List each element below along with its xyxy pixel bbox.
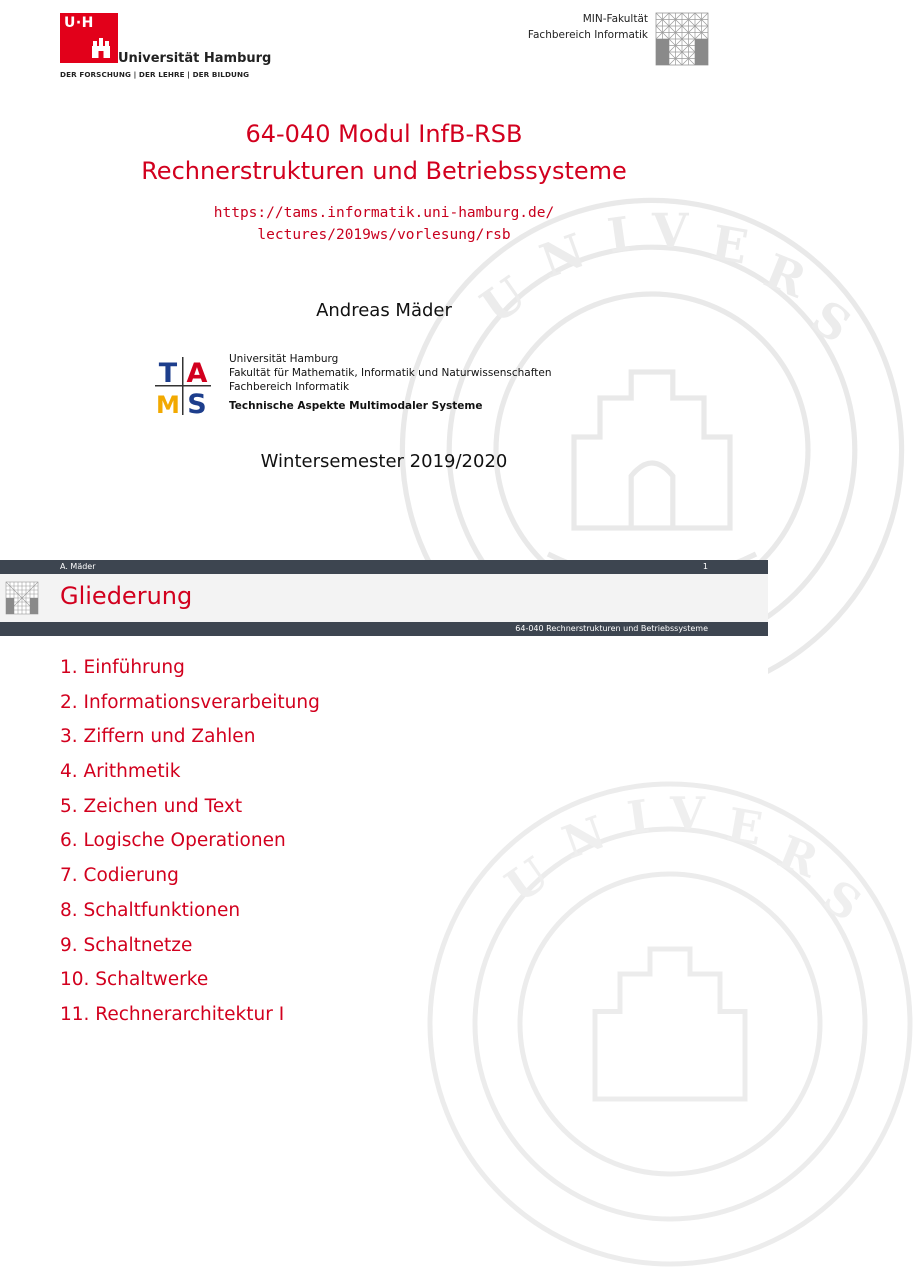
course-title-line-2: Rechnerstrukturen und Betriebssysteme [141, 157, 627, 185]
svg-text:S: S [801, 289, 861, 355]
university-tagline: DER FORSCHUNG | DER LEHRE | DER BILDUNG [60, 70, 250, 79]
svg-text:N: N [533, 223, 593, 290]
svg-text:S: S [813, 869, 871, 932]
outline-item[interactable]: 5. Zeichen und Text [60, 795, 243, 817]
svg-text:U: U [471, 266, 537, 336]
svg-text:I: I [604, 206, 634, 265]
outline-item[interactable]: 4. Arithmetik [60, 761, 181, 783]
outline-item[interactable]: 11. Rechnerarchitektur I [60, 1003, 285, 1025]
svg-text:R: R [756, 243, 814, 310]
informatik-grid-icon [6, 582, 38, 614]
outline-slide [0, 574, 871, 1025]
university-name: Universität Hamburg [118, 51, 272, 66]
tams-logo [153, 355, 213, 420]
course-url-line-2[interactable]: lectures/2019ws/vorlesung/rsb [257, 227, 511, 243]
title-slide [0, 0, 861, 560]
svg-text:E: E [707, 215, 752, 276]
uhh-logo-badge [60, 13, 118, 63]
svg-text:R: R [770, 825, 826, 889]
slide-title: Gliederung [60, 582, 193, 610]
university-seal-watermark [420, 774, 920, 1274]
svg-text:V: V [652, 204, 689, 260]
outline-item[interactable]: 8. Schaltfunktionen [60, 899, 241, 921]
tams-letter-t: T [158, 358, 178, 389]
tams-line-3: Fachbereich Informatik [229, 381, 350, 393]
svg-text:U: U [495, 847, 559, 914]
informatik-grid-icon [656, 13, 708, 65]
tams-line-4: Technische Aspekte Multimodaler Systeme [229, 400, 483, 412]
course-url-line-1[interactable]: https://tams.informatik.uni-hamburg.de/ [213, 205, 555, 221]
outline-item[interactable]: 7. Codierung [60, 865, 179, 887]
faculty-line-2: Fachbereich Informatik [527, 29, 648, 41]
outline-item[interactable]: 3. Ziffern und Zahlen [60, 726, 256, 748]
semester-label: Wintersemester 2019/2020 [260, 451, 508, 472]
tams-letter-s: S [187, 389, 207, 420]
outline-item[interactable]: 1. Einführung [60, 657, 185, 678]
tams-letter-m: M [156, 391, 180, 419]
outline-item[interactable]: 6. Logische Operationen [60, 830, 286, 852]
slide-header [0, 574, 768, 622]
svg-text:I: I [624, 789, 653, 845]
svg-text:E: E [723, 797, 767, 856]
svg-text:N: N [555, 805, 613, 870]
course-name: 64-040 Rechnerstrukturen und Betriebssysteme [515, 624, 708, 633]
faculty-label [528, 11, 648, 43]
tams-line-2: Fakultät für Mathematik, Informatik und Naturwissenschaften [229, 367, 552, 379]
uhh-logo-letters: U·H [64, 15, 94, 31]
outline-item[interactable]: 9. Schaltnetze [60, 934, 193, 956]
outline-item[interactable]: 2. Informationsverarbeitung [60, 691, 320, 713]
footer-author: A. Mäder [60, 562, 96, 571]
faculty-line-1: MIN-Fakultät [582, 13, 648, 25]
svg-text:V: V [670, 787, 705, 840]
author-name: Andreas Mäder [316, 300, 452, 321]
page-number: 1 [702, 562, 708, 571]
course-title-line-1: 64-040 Modul InfB-RSB [245, 120, 523, 148]
slide-footer-bar [0, 560, 768, 574]
hamburg-gate-icon [90, 38, 112, 58]
tams-affiliation [229, 352, 551, 413]
course-name-bar [0, 622, 768, 636]
outline-list [60, 656, 320, 1038]
tams-line-1: Universität Hamburg [229, 353, 339, 365]
outline-item[interactable]: 10. Schaltwerke [60, 969, 209, 991]
tams-letter-a: A [186, 358, 208, 389]
